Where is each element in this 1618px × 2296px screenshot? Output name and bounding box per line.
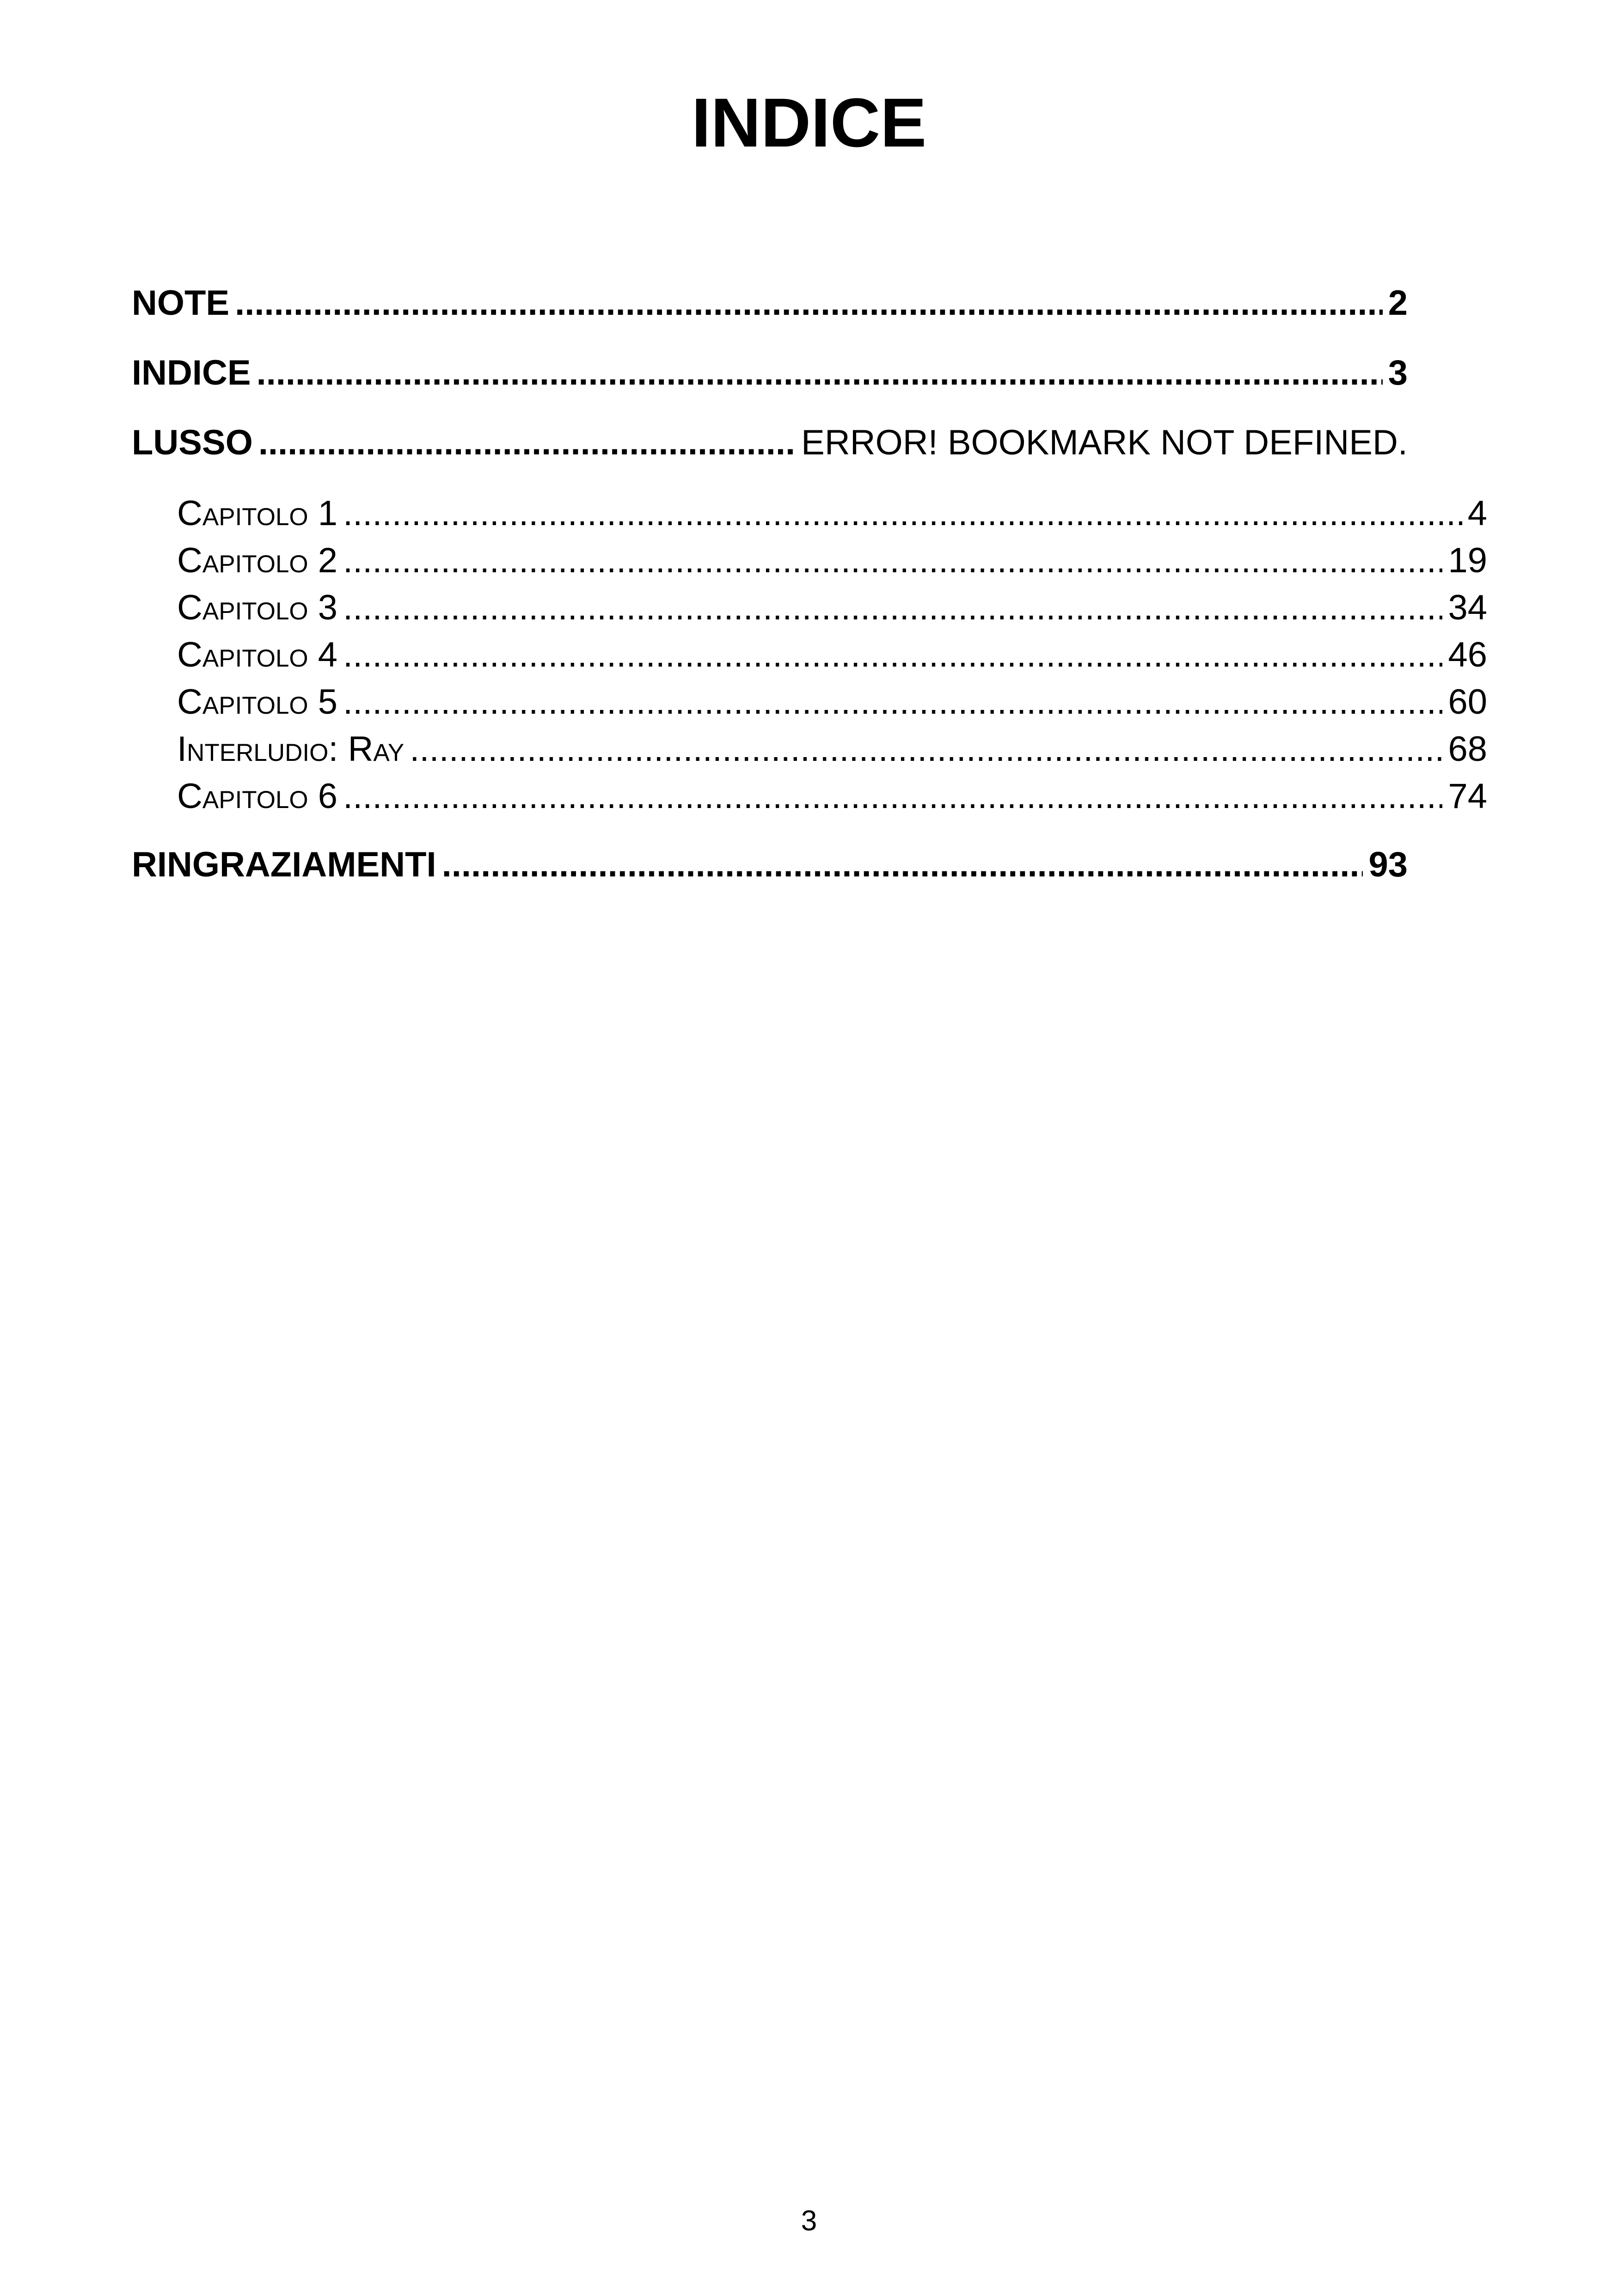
toc-entry-capitolo-3[interactable]	[177, 585, 1487, 631]
page-number: 3	[801, 2205, 817, 2237]
toc-entry-capitolo-6[interactable]	[177, 773, 1487, 820]
toc-entry-lusso[interactable]	[132, 420, 1408, 466]
toc-entry-capitolo-4[interactable]	[177, 632, 1487, 678]
dot-leader	[343, 679, 1442, 725]
toc-entry-label: Capitolo 5	[177, 682, 338, 722]
toc-entry-label: Capitolo 2	[177, 541, 338, 580]
toc-entry-interludio-ray[interactable]	[177, 726, 1487, 772]
toc-entry-capitolo-1[interactable]	[177, 490, 1487, 537]
toc-entry-note[interactable]	[132, 280, 1408, 326]
toc-entry-label: LUSSO	[132, 423, 253, 462]
dot-leader	[343, 632, 1442, 678]
toc-entry-label: Capitolo 1	[177, 494, 338, 533]
toc-entry-label: INDICE	[132, 353, 251, 392]
dot-leader	[257, 350, 1383, 396]
page-title: INDICE	[691, 84, 927, 161]
dot-leader	[343, 585, 1442, 631]
toc-entry-page: 3	[1388, 353, 1408, 392]
toc-entry-error-text: ERROR! BOOKMARK NOT DEFINED.	[801, 423, 1408, 462]
toc-entry-page: 2	[1388, 283, 1408, 323]
toc-entry-label: RINGRAZIAMENTI	[132, 845, 436, 884]
toc-entry-capitolo-2[interactable]	[177, 538, 1487, 584]
dot-leader	[442, 842, 1363, 888]
dot-leader	[343, 490, 1462, 537]
toc-entry-page: 60	[1448, 682, 1487, 722]
toc-entry-page: 74	[1448, 777, 1487, 816]
toc-entry-label: NOTE	[132, 283, 230, 323]
dot-leader	[235, 280, 1383, 326]
dot-leader	[258, 420, 796, 466]
toc-entry-ringraziamenti[interactable]	[132, 842, 1408, 888]
toc-entry-label: Capitolo 6	[177, 777, 338, 816]
dot-leader	[343, 773, 1442, 820]
toc-entry-label: Capitolo 3	[177, 588, 338, 627]
toc-entry-indice[interactable]	[132, 350, 1408, 396]
toc-entry-page: 4	[1467, 494, 1487, 533]
toc-entry-label: Interludio: Ray	[177, 729, 404, 769]
toc-entry-page: 34	[1448, 588, 1487, 627]
toc-entry-capitolo-5[interactable]	[177, 679, 1487, 725]
toc-entry-page: 68	[1448, 729, 1487, 769]
toc-entry-page: 93	[1368, 845, 1408, 884]
toc-entry-page: 19	[1448, 541, 1487, 580]
toc-entry-label: Capitolo 4	[177, 635, 338, 674]
dot-leader	[343, 538, 1442, 584]
dot-leader	[410, 726, 1442, 772]
toc-entry-page: 46	[1448, 635, 1487, 674]
